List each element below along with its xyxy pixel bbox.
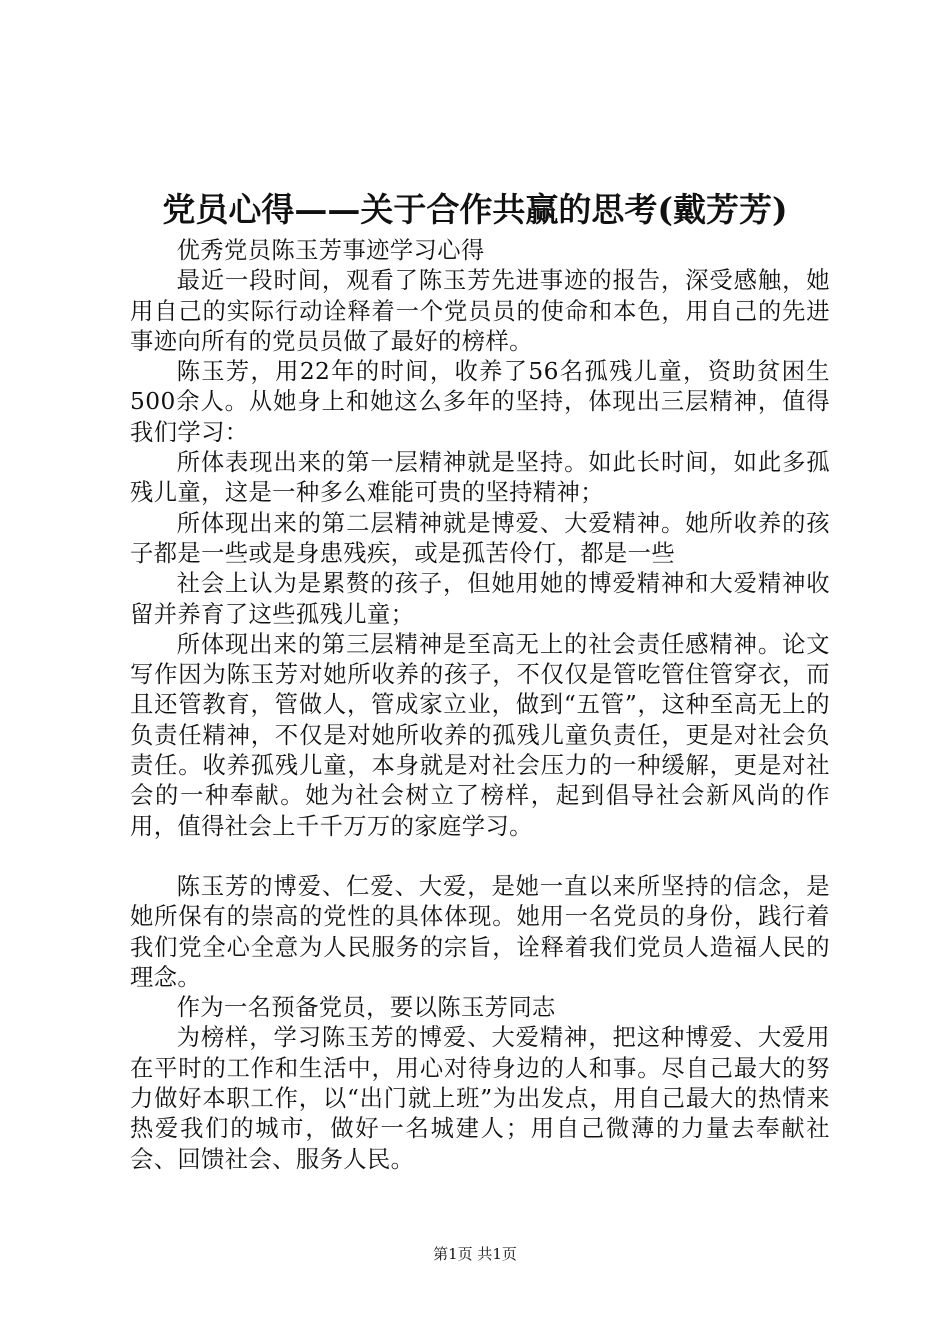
document-title: 党员心得——关于合作共赢的思考(戴芳芳) bbox=[162, 190, 788, 229]
paragraph: 作为一名预备党员，要以陈玉芳同志 bbox=[176, 994, 556, 1022]
page-number-footer: 第1页 共1页 bbox=[433, 1245, 517, 1263]
paragraph: 陈玉芳，用22年的时间，收养了56名孤残儿童，资助贫困生500余人。从她身上和她这么多年的坚持，体现出三层精神，值得我们学习： bbox=[130, 358, 830, 446]
paragraph: 社会上认为是累赘的孩子，但她用她的博爱精神和大爱精神收留并养育了这些孤残儿童； bbox=[130, 570, 830, 628]
document-body bbox=[130, 236, 830, 1175]
paragraph: 所体现出来的第三层精神是至高无上的社会责任感精神。论文写作因为陈玉芳对她所收养的孩子，不仅仅是管吃管住管穿衣，而且还管教育，管做人，管成家立业，做到“五管”，这种至高无上的负责任精神，不仅是对她所收养的孤残儿童负责任，更是对社会负责任。收养孤残儿童，本身就是对社会压力的一种缓解，更是对社会的一种奉献。她为社会树立了榜样，起到倡导社会新风尚的作用，值得社会上千千万万的家庭学习。 bbox=[130, 630, 830, 840]
paragraph: 为榜样，学习陈玉芳的博爱、大爱精神，把这种博爱、大爱用在平时的工作和生活中，用心对待身边的人和事。尽自己最大的努力做好本职工作，以“出门就上班”为出发点，用自己最大的热情来热爱我们的城市，做好一名城建人；用自己微薄的力量去奉献社会、回馈社会、服务人民。 bbox=[130, 1024, 830, 1173]
paragraph-subtitle: 优秀党员陈玉芳事迹学习心得 bbox=[176, 237, 485, 264]
paragraph: 陈玉芳的博爱、仁爱、大爱，是她一直以来所坚持的信念，是她所保有的崇高的党性的具体体现。她用一名党员的身份，践行着我们党全心全意为人民服务的宗旨，诠释着我们党员人造福人民的理念。 bbox=[130, 872, 830, 991]
paragraph: 所体现出来的第二层精神就是博爱、大爱精神。她所收养的孩子都是一些或是身患残疾，或是孤苦伶仃，都是一些 bbox=[130, 509, 830, 567]
paragraph: 所体表现出来的第一层精神就是坚持。如此长时间，如此多孤残儿童，这是一种多么难能可贵的坚持精神； bbox=[130, 449, 830, 507]
paragraph: 最近一段时间，观看了陈玉芳先进事迹的报告，深受感触，她用自己的实际行动诠释着一个党员员的使命和本色，用自己的先进事迹向所有的党员员做了最好的榜样。 bbox=[130, 267, 830, 355]
